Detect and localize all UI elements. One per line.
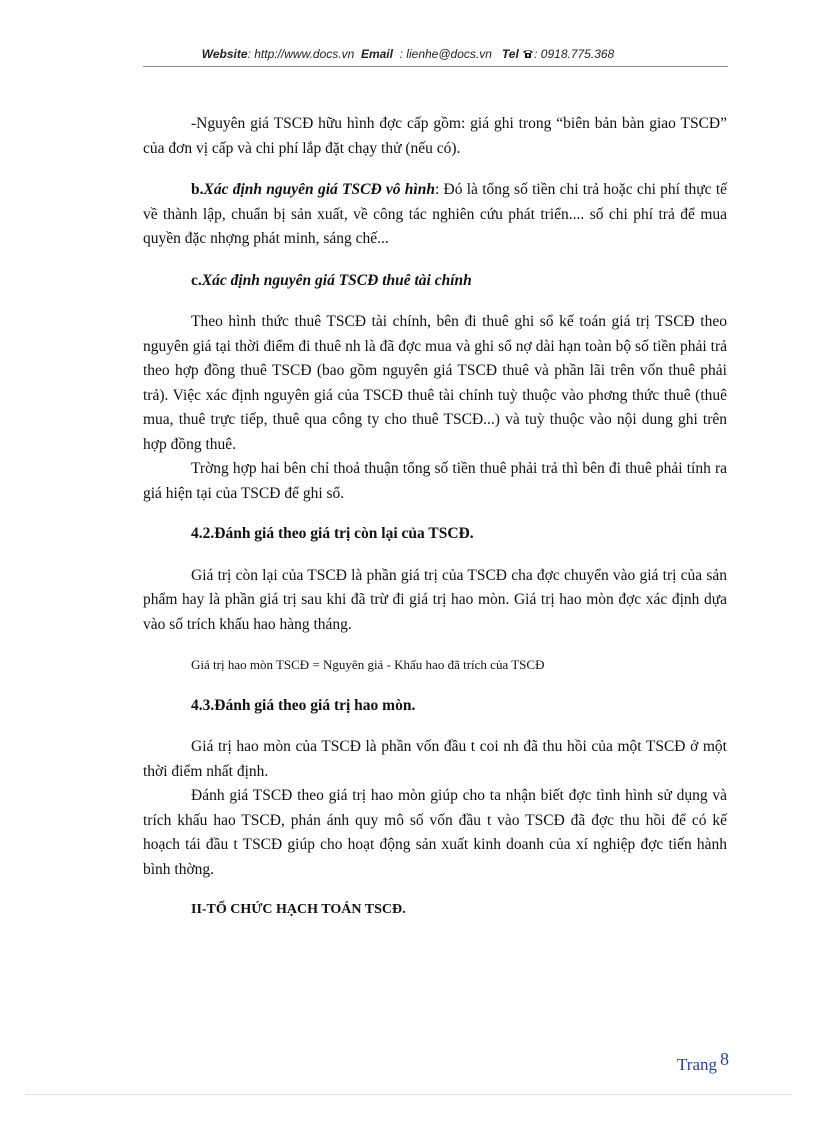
telephone-icon bbox=[522, 48, 534, 62]
section-b-text: : Đó là tổng số tiền chi trả hoặc chi phí thực tế về thành lập, chuẩn bị sản xuất, về công tác nghiên cứu phát triển.... số chi phí trả để mua quyền đặc nhợng phát minh, sáng chế... bbox=[143, 181, 728, 247]
page-header bbox=[0, 47, 816, 62]
website-value: : http://www.docs.vn bbox=[247, 47, 355, 61]
footer-divider bbox=[25, 1094, 791, 1095]
page-label: Trang bbox=[677, 1055, 717, 1074]
heading-financial-lease bbox=[143, 269, 727, 294]
tel-value: : 0918.775.368 bbox=[534, 47, 615, 61]
paragraph-lease-1: Theo hình thức thuê TSCĐ tài chính, bên đi thuê ghi sổ kế toán giá trị TSCĐ theo nguyên giá tại thời điểm đi thuê nh là đã đợc mua và ghi sổ nợ dài hạn toàn bộ số tiền phải trả theo hợp đồng thuê TSCĐ (bao gồm nguyên giá TSCĐ thuê và phần lãi trên vốn thuê phải trả). Việc xác định nguyên giá của TSCĐ thuê tài chính tuỳ thuộc vào phơng thức thuê (thuê mua, thuê trực tiếp, thuê qua công ty cho thuê TSCĐ...) và tuỳ thuộc vào nội dung ghi trên hợp đồng thuê. bbox=[143, 313, 727, 453]
section-c-prefix: c. bbox=[191, 271, 202, 289]
email-label: Email bbox=[360, 47, 393, 61]
paragraph-intangible-cost bbox=[143, 178, 727, 252]
tel-label: Tel bbox=[501, 47, 519, 61]
section-b-prefix: b. bbox=[191, 181, 204, 198]
formula-line: Giá trị hao mòn TSCĐ = Nguyên giá - Khấu hao đã trích của TSCĐ bbox=[191, 657, 545, 672]
heading-4-2: 4.2.Đánh giá theo giá trị còn lại của TSCĐ. bbox=[191, 525, 474, 542]
paragraph-4-3b: Đánh giá TSCĐ theo giá trị hao mòn giúp cho ta nhận biết đợc tình hình sử dụng và trích khấu hao TSCĐ, phản ánh quy mô số vốn đầu t vào TSCĐ đã đợc thu hồi để có kế hoạch tái đầu t TSCĐ giúp cho hoạt động sản xuất kinh doanh của xí nghiệp đợc tiến hành bình thờng. bbox=[143, 787, 727, 878]
paragraph-lease-2: Trờng hợp hai bên chỉ thoả thuận tổng số tiền thuê phải trả thì bên đi thuê phải tính ra giá hiện tại của TSCĐ để ghi sổ. bbox=[143, 460, 727, 502]
website-label: Website bbox=[201, 47, 248, 61]
page-number-value: 8 bbox=[720, 1049, 729, 1069]
heading-section-ii: II-TỔ CHỨC HẠCH TOÁN TSCĐ. bbox=[191, 902, 406, 917]
document-body bbox=[143, 112, 727, 923]
heading-4-3: 4.3.Đánh giá theo giá trị hao mòn. bbox=[191, 696, 416, 714]
paragraph-tangible-cost: -Nguyên giá TSCĐ hữu hình đợc cấp gồm: giá ghi trong “biên bản bàn giao TSCĐ” của đơn vị cấp và chi phí lắp đặt chạy thử (nếu có). bbox=[143, 115, 727, 157]
paragraph-4-3a: Giá trị hao mòn của TSCĐ là phần vốn đầu t coi nh đã thu hồi của một TSCĐ ở một thời điểm nhất định. bbox=[143, 738, 727, 780]
paragraph-4-2: Giá trị còn lại của TSCĐ là phần giá trị của TSCĐ cha đợc chuyển vào giá trị của sản phẩm hay là phần giá trị sau khi đã trừ đi giá trị hao mòn. Giá trị hao mòn đợc xác định dựa vào số trích khấu hao hàng tháng. bbox=[143, 566, 727, 633]
header-divider bbox=[143, 66, 728, 67]
section-c-title: Xác định nguyên giá TSCĐ thuê tài chính bbox=[201, 271, 472, 289]
email-value: : lienhe@docs.vn bbox=[399, 47, 492, 61]
section-b-title: Xác định nguyên giá TSCĐ vô hình bbox=[203, 181, 435, 198]
page-number bbox=[677, 1049, 729, 1075]
